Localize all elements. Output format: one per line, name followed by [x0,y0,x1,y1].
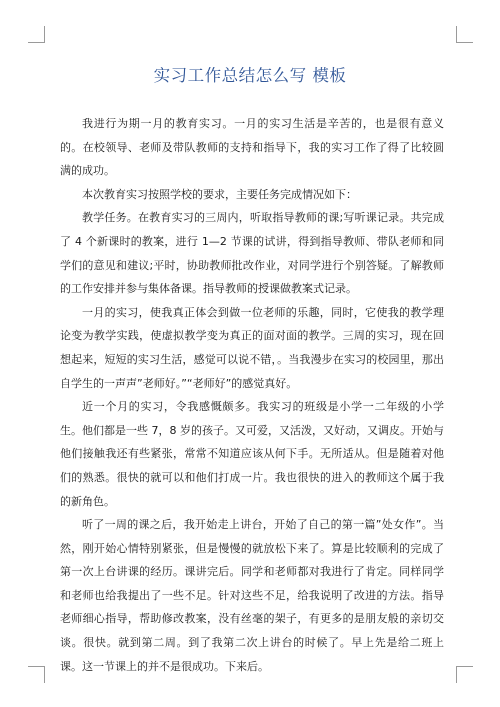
document-body [60,112,444,678]
crop-mark-top-left [28,26,45,43]
paragraph: 一月的实习，使我真正体会到做一位老师的乐趣，同时，它使我的教学理论变为教学实践，使虚拟教学变为真正的面对面的教学。三周的实习，现在回想起来，短短的实习生活，感觉可以说不错，。当我漫步在实习的校园里，那出自学生的一声声”老师好。”“老师好”的感觉真好。 [60,305,444,390]
crop-mark-bottom-right [456,666,473,683]
paragraph: 本次教育实习按照学校的要求，主要任务完成情况如下： [82,187,357,201]
paragraph: 听了一周的课之后，我开始走上讲台，开始了自己的第一篇”处女作”。当然，刚开始心情特别紧张，但是慢慢的就放松下来了。算是比较顺利的完成了第一次上台讲课的经历。课讲完后。同学和老师都对我进行了肯定。同样同学和老师也给我提出了一些不足。针对这些不足，给我说明了改进的方法。指导老师细心指导，帮助修改教案，没有丝毫的架子，有更多的是朋友般的亲切交谈。很快。就到第二周。到了我第二次上讲台的时候了。早上先是给二班上课。这一节课上的并不是很成功。下来后。 [60,518,444,673]
paragraph: 近一个月的实习，令我感慨颇多。我实习的班级是小学一二年级的小学生。他们都是一些 7，8 岁的孩子。又可爱，又活泼，又好动，又调皮。开始与他们接触我还有些紧张，常常不知道应该从何下手。无所适从。但是随着对他们的熟悉。很快的就可以和他们打成一片。我也很快的进入的教师这个属于我的新角色。 [60,400,444,508]
crop-mark-top-right [456,26,473,43]
paragraph: 教学任务。在教育实习的三周内，听取指导教师的课;写听课记录。共完成了 4 个新课时的教案，进行 1—2 节课的试讲，得到指导教师、带队老师和同学们的意见和建议;平时，协助教师批改作业，对同学进行个别答疑。了解教师的工作安排并参与集体备课。指导教师的授课做教案式记录。 [60,211,444,296]
crop-mark-bottom-left [28,666,45,683]
paragraph: 我进行为期一月的教育实习。一月的实习生活是辛苦的，也是很有意义的。在校领导、老师及带队教师的支持和指导下，我的实习工作了得了比较圆满的成功。 [60,117,444,178]
document-title: 实习工作总结怎么写 模板 [153,66,347,85]
